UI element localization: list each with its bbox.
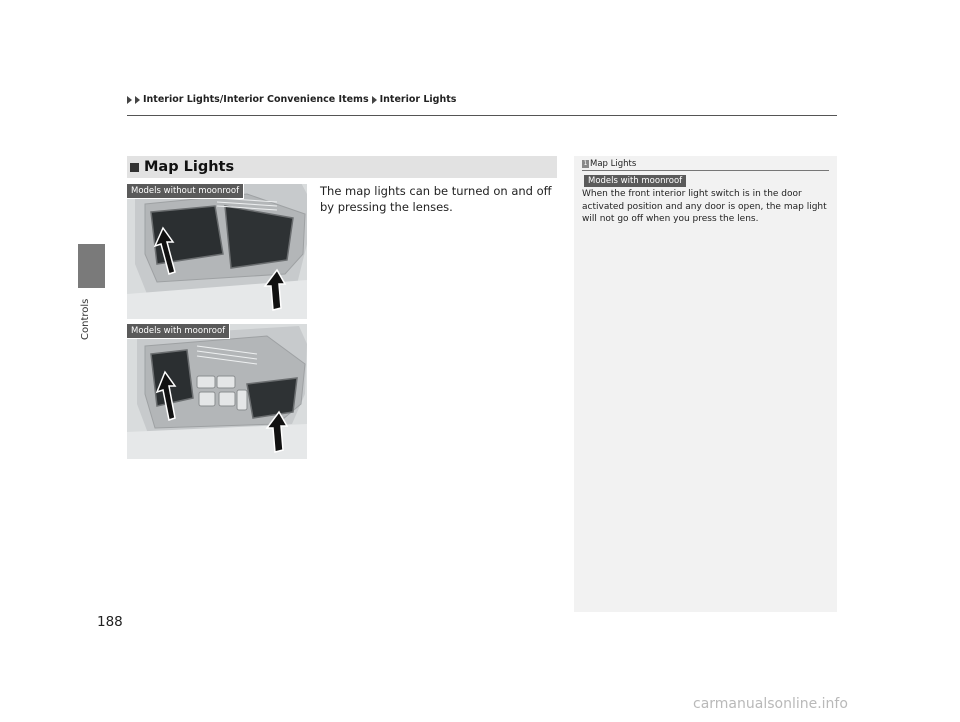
model-badge: Models with moonroof bbox=[584, 175, 686, 187]
notes-text: When the front interior light switch is in the door activated position and any door is open, the map light will not go off when you press the lens. bbox=[582, 189, 827, 224]
header-divider bbox=[127, 115, 837, 116]
notes-heading-text: Map Lights bbox=[590, 159, 637, 169]
section-title: Map Lights bbox=[144, 159, 235, 175]
photo-with-moonroof bbox=[127, 324, 307, 459]
reference-number-icon: 1 bbox=[583, 160, 588, 167]
section-square-icon bbox=[130, 163, 139, 172]
breadcrumb bbox=[127, 94, 456, 105]
photo-label: Models without moonroof bbox=[127, 184, 244, 199]
chevron-right-icon bbox=[127, 96, 132, 104]
section-header bbox=[127, 156, 557, 178]
watermark: carmanualsonline.info bbox=[693, 696, 848, 712]
chevron-right-icon bbox=[135, 96, 140, 104]
page-number: 188 bbox=[97, 614, 123, 630]
side-tab bbox=[78, 244, 105, 288]
map-light-moonroof-illustration bbox=[127, 324, 307, 459]
breadcrumb-link-current[interactable]: Interior Lights bbox=[379, 94, 457, 105]
map-light-illustration bbox=[127, 184, 307, 319]
photo-without-moonroof bbox=[127, 184, 307, 319]
notes-divider bbox=[582, 170, 829, 171]
breadcrumb-link-parent[interactable]: Interior Lights/Interior Convenience Items bbox=[143, 94, 369, 105]
side-tab-label: Controls bbox=[80, 298, 91, 340]
body-paragraph: The map lights can be turned on and off by pressing the lenses. bbox=[320, 184, 552, 214]
chevron-right-icon bbox=[372, 96, 377, 104]
notes-heading bbox=[582, 159, 636, 169]
notes-panel bbox=[574, 156, 837, 612]
photo-label: Models with moonroof bbox=[127, 324, 230, 339]
